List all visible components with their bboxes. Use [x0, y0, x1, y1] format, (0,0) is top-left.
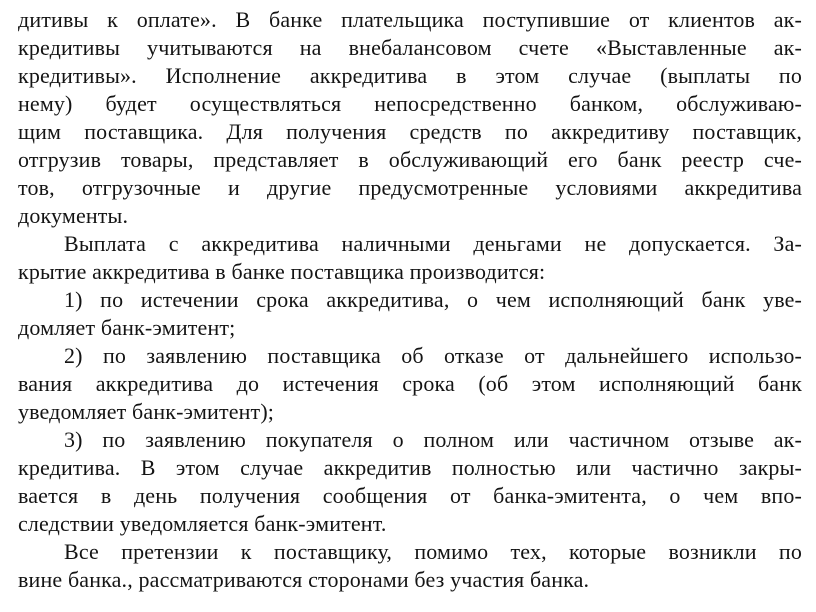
text-line: Все претензии к поставщику, помимо тех, которые возникли по [64, 539, 802, 564]
text-line: кредитивы учитываются на внебалансовом счете «Выставленные ак- [18, 35, 802, 60]
text-line: кредитива. В этом случае аккредитив полностью или частично закры- [18, 455, 802, 480]
text-line: тов, отгрузочные и другие предусмотренные условиями аккредитива [18, 175, 802, 200]
text-line: нему) будет осуществляться непосредственно банком, обслуживаю- [18, 91, 802, 116]
text-line: кредитивы». Исполнение аккредитива в этом случае (выплаты по [18, 63, 802, 88]
paragraph-claims [18, 538, 802, 594]
text-line: отгрузив товары, представляет в обслуживающий его банк реестр сче- [18, 147, 802, 172]
paragraph-closing-conditions [18, 230, 802, 286]
text-line: следствии уведомляется банк-эмитент. [18, 511, 387, 536]
text-line: вается в день получения сообщения от банка-эмитента, о чем впо- [18, 483, 802, 508]
text-line: Выплата с аккредитива наличными деньгами не допускается. За- [64, 231, 802, 256]
list-item-2 [18, 342, 802, 426]
text-line: уведомляет банк-эмитент); [18, 399, 275, 424]
body-text [18, 6, 802, 594]
text-line: дитивы к оплате». В банке плательщика поступившие от клиентов ак- [18, 7, 802, 32]
text-line: 2) по заявлению поставщика об отказе от дальнейшего использо- [64, 343, 802, 368]
text-line: 3) по заявлению покупателя о полном или частичном отзыве ак- [64, 427, 802, 452]
text-line: документы. [18, 203, 129, 228]
text-line: вине банка., рассматриваются сторонами без участия банка. [18, 567, 590, 592]
text-line: крытие аккредитива в банке поставщика производится: [18, 259, 546, 284]
list-item-3 [18, 426, 802, 538]
paragraph-payment-execution [18, 6, 802, 230]
text-line: вания аккредитива до истечения срока (об этом исполняющий банк [18, 371, 802, 396]
list-item-1 [18, 286, 802, 342]
text-line: щим поставщика. Для получения средств по аккредитиву поставщик, [18, 119, 802, 144]
text-line: домляет банк-эмитент; [18, 315, 236, 340]
text-line: 1) по истечении срока аккредитива, о чем исполняющий банк уве- [64, 287, 802, 312]
